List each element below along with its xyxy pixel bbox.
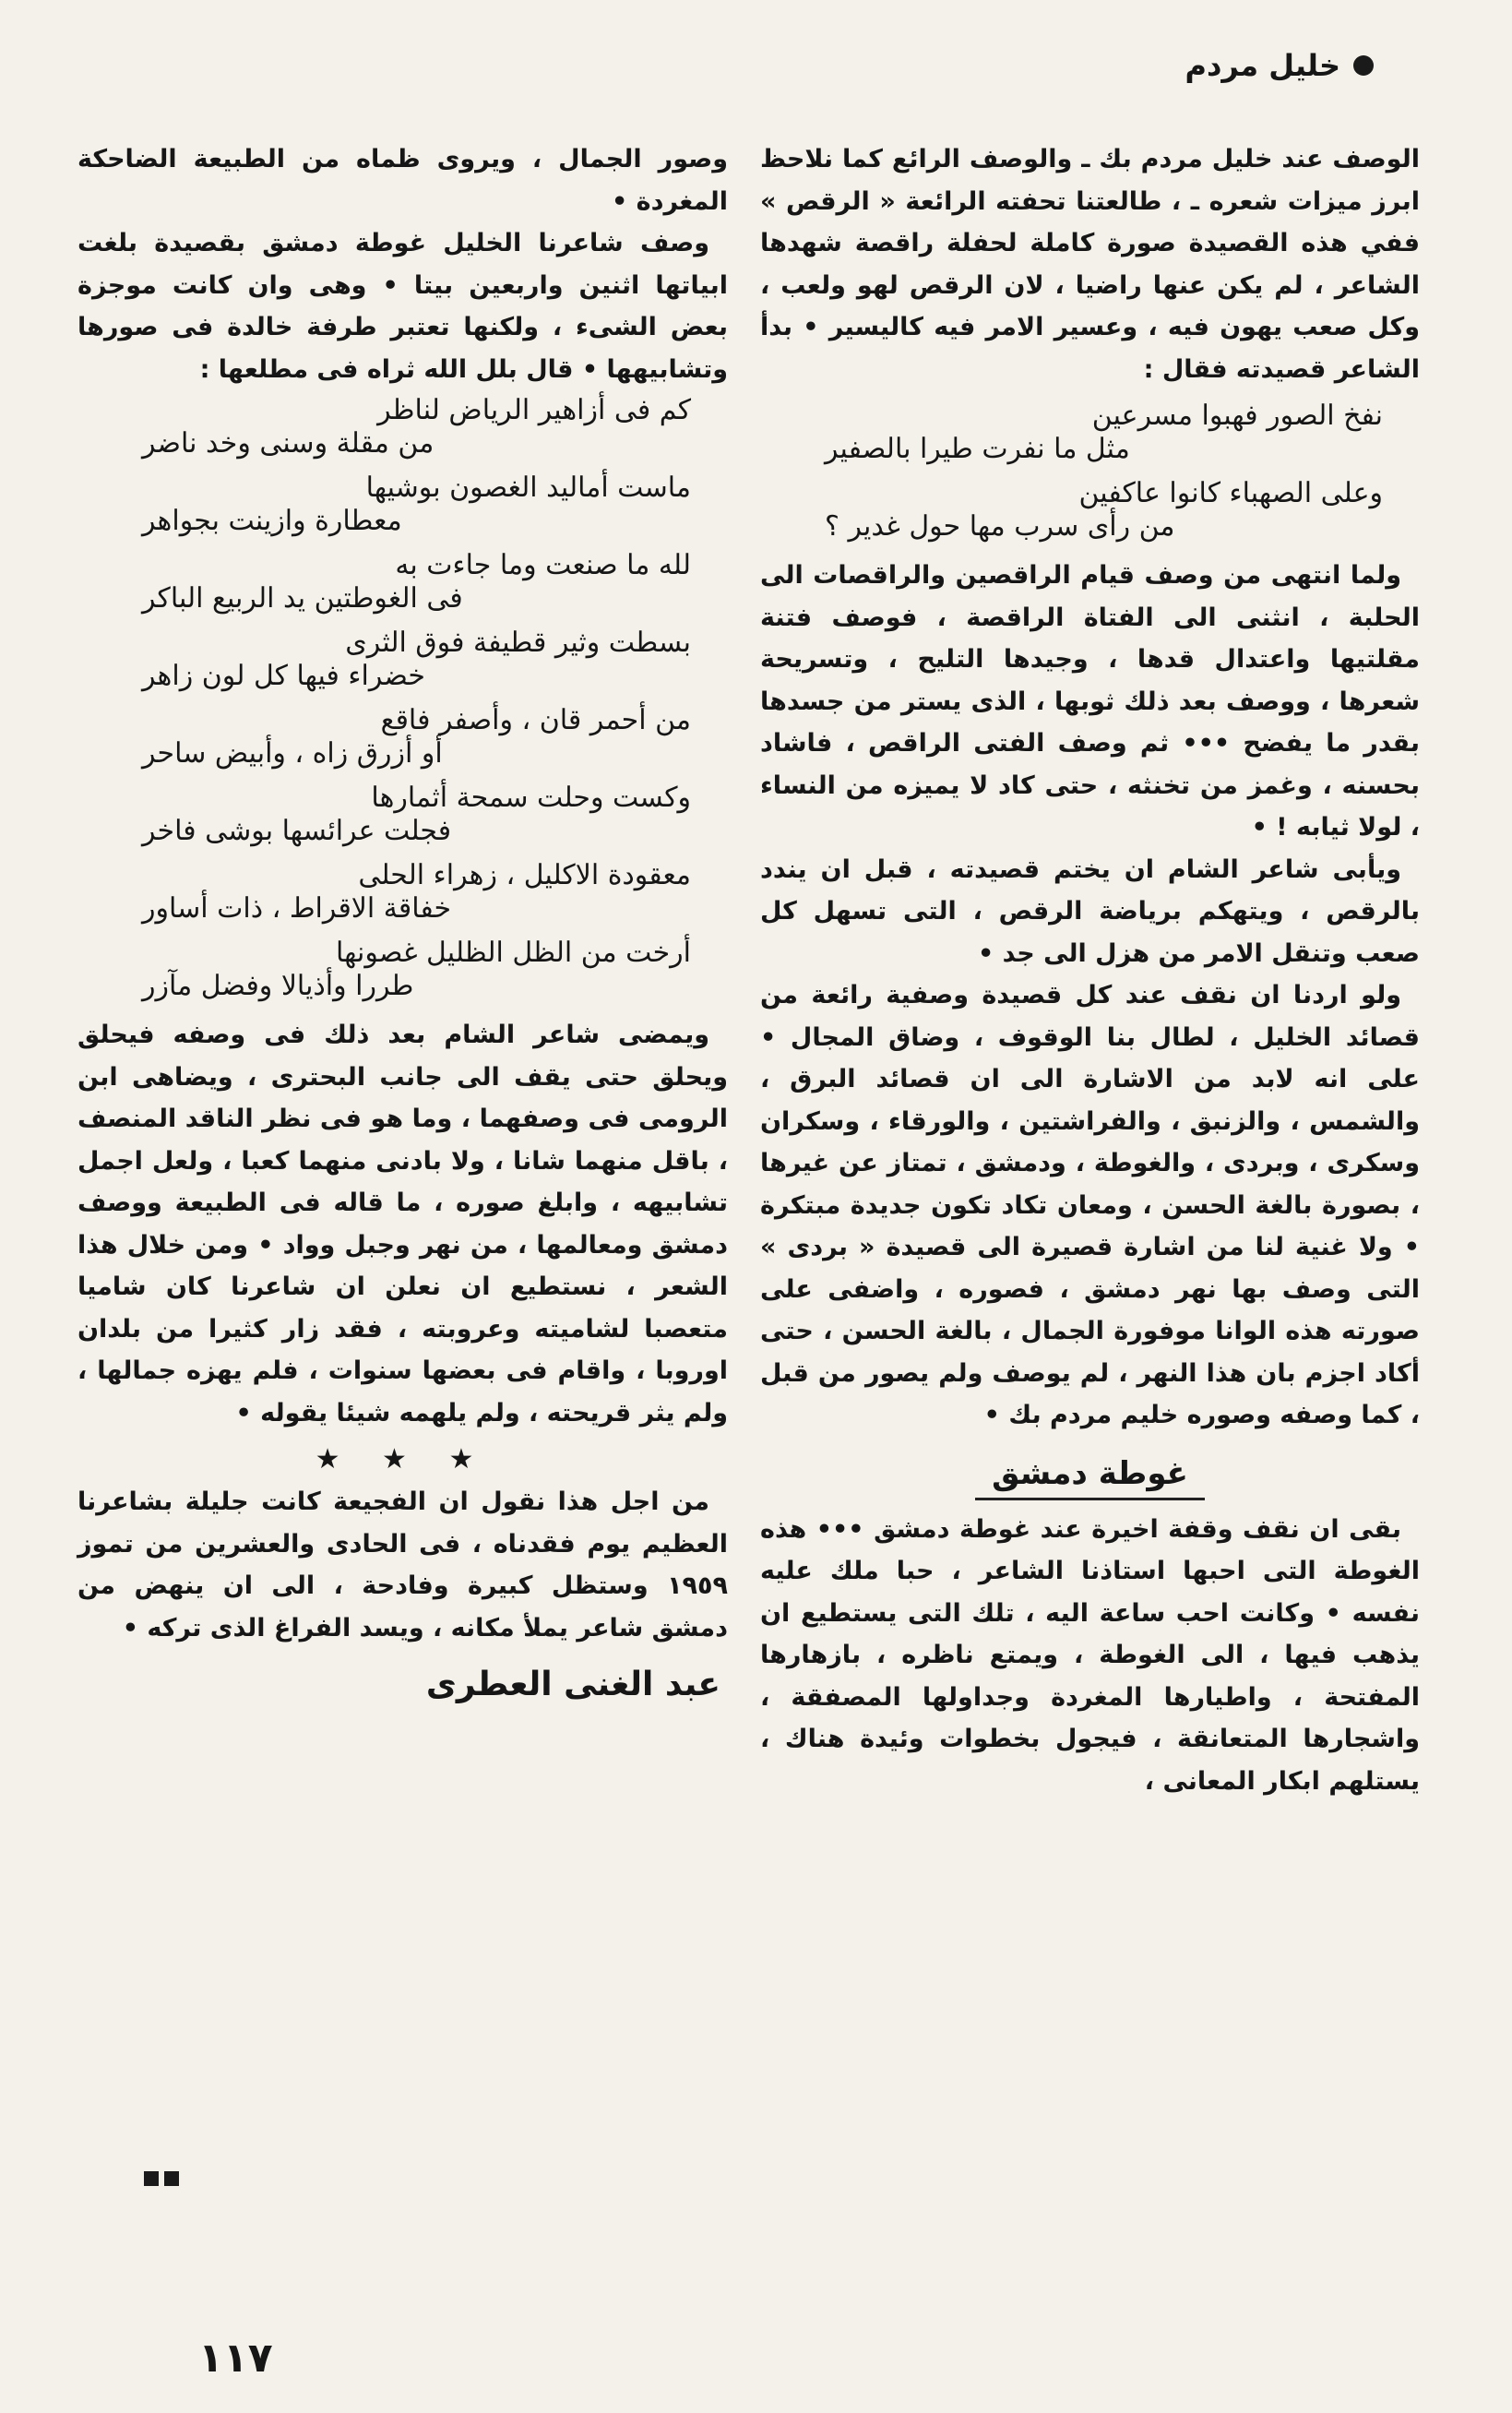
section-heading-text: غوطة دمشق <box>975 1455 1205 1500</box>
hemistich: ماست أماليد الغصون بوشيها <box>365 472 691 504</box>
paragraph: ولو اردنا ان نقف عند كل قصيدة وصفية رائعة من قصائد الخليل ، لطال بنا الوقوف ، وضاق المجال • على انه لابد من الاشارة الى ان قصائد البرق ، والشمس ، والزنبق ، والفراشتين ، والورقاء ، وسكران وسكرى ، وبردى ، والغوطة ، ودمشق ، تمتاز عن غيرها ، بصورة بالغة الحسن ، ومعان تكاد تكون جديدة مبتكرة • ولا غنية لنا من اشارة قصيرة الى قصيدة « بردى » التى وصف بها نهر دمشق ، فصوره ، واضفى على صورته هذه الوانا موفورة الجمال ، بالغة الحسن ، حتى أكاد اجزم بان هذا النهر ، لم يوصف ولم يصور من قبل ، كما وصفه وصوره خليم مردم بك • <box>760 981 1420 1429</box>
hemistich: معقودة الاكليل ، زهراء الحلى <box>358 859 691 891</box>
hemistich: طررا وأذيالا وفضل مآزر <box>142 970 414 1002</box>
right-column <box>760 138 1420 1802</box>
hemistich: خفاقة الاقراط ، ذات أساور <box>142 892 452 925</box>
article-header <box>1185 48 1374 83</box>
poem-excerpt <box>77 394 728 1003</box>
section-separator: ★ ★ ★ <box>315 1443 491 1475</box>
page-number: ١١٧ <box>198 2335 273 2382</box>
verse <box>77 782 728 848</box>
bullet-icon <box>1353 55 1374 76</box>
hemistich: أرخت من الظل الظليل غصونها <box>336 937 691 969</box>
verse <box>77 394 728 460</box>
hemistich: فجلت عرائسها بوشى فاخر <box>142 815 452 847</box>
paragraph: وصور الجمال ، ويروى ظماه من الطبيعة الضاحكة المغردة • <box>77 145 728 216</box>
verse <box>760 400 1420 466</box>
end-of-article-mark <box>138 2168 179 2186</box>
verse <box>77 937 728 1003</box>
hemistich: أو أزرق زاه ، وأبيض ساحر <box>142 737 443 770</box>
paragraph: ولما انتهى من وصف قيام الراقصين والراقصات الى الحلبة ، انثنى الى الفتاة الراقصة ، فوصف فتنة مقلتيها واعتدال قدها ، وجيدها التليح ، وتسريحة شعرها ، ووصف بعد ذلك ثوبها ، الذى يستر من جسدها بقدر ما يفضح ••• ثم وصف الفتى الراقص ، فاشاد بحسنه ، وغمز من تخنثه ، حتى كاد لا يميزه من النساء ، لولا ثيابه ! • <box>760 561 1420 842</box>
author-signature: عبد الغنى العطرى <box>425 1666 720 1703</box>
square-icon <box>144 2171 159 2186</box>
hemistich: من أحمر قان ، وأصفر فاقع <box>380 704 691 736</box>
hemistich: كم فى أزاهير الرياض لناظر <box>377 394 691 426</box>
hemistich: وعلى الصهباء كانوا عاكفين <box>1078 477 1383 509</box>
hemistich: خضراء فيها كل لون زاهر <box>142 660 425 692</box>
hemistich: لله ما صنعت وما جاءت به <box>395 549 691 581</box>
hemistich: نفخ الصور فهبوا مسرعين <box>1091 400 1383 432</box>
paragraph: وصف شاعرنا الخليل غوطة دمشق بقصيدة بلغت ابياتها اثنين واربعين بيتا • وهى وان كانت موجزة بعض الشىء ، ولكنها تعتبر طرفة خالدة فى صورها وتشابيهها • قال بلل الله ثراه فى مطلعها : <box>77 229 728 384</box>
verse <box>77 627 728 693</box>
verse <box>77 704 728 770</box>
paragraph: ويأبى شاعر الشام ان يختم قصيدته ، قبل ان يندد بالرقص ، ويتهكم برياضة الرقص ، التى تسهل كل صعب وتنقل الامر من هزل الى جد • <box>760 854 1420 968</box>
verse <box>760 477 1420 544</box>
hemistich: وكست وحلت سمحة أثمارها <box>371 782 691 814</box>
poem-excerpt <box>760 400 1420 544</box>
hemistich: من مقلة وسنى وخد ناضر <box>142 427 435 460</box>
hemistich: مثل ما نفرت طيرا بالصفير <box>825 433 1130 465</box>
hemistich: معطارة وازينت بجواهر <box>142 505 402 537</box>
hemistich: بسطت وثير قطيفة فوق الثرى <box>345 627 691 659</box>
verse <box>77 549 728 615</box>
paragraph: الوصف عند خليل مردم بك ـ والوصف الرائع كما نلاحظ ابرز ميزات شعره ـ ، طالعتنا تحفته الرائعة « الرقص » ففي هذه القصيدة صورة كاملة لحفلة راقصة شهدها الشاعر ، لم يكن عنها راضيا ، لان الرقص لهو ولعب ، وكل صعب يهون فيه ، وعسير الامر فيه كاليسير • بدأ الشاعر قصيدته فقال : <box>760 145 1420 384</box>
square-icon <box>164 2171 179 2186</box>
paragraph: ويمضى شاعر الشام بعد ذلك فى وصفه فيحلق ويحلق حتى يقف الى جانب البحترى ، ويضاهى ابن الرومى فى وصفهما ، وما هو فى نظر الناقد المنصف ، باقل منهما شانا ، ولا بادنى منهما كعبا ، ولعل اجمل تشابيهه ، وابلغ صوره ، ما قاله فى الطبيعة ووصف دمشق ومعالمها ، من نهر وجبل وواد • ومن خلال هذا الشعر ، نستطيع ان نعلن ان شاعرنا كان شاميا متعصبا لشاميته وعروبته ، فقد زار كثيرا من بلدان اوروبا ، واقام فى بعضها سنوات ، فلم يهزه جمالها ، ولم يثر قريحته ، ولم يلهمه شيئا يقوله • <box>77 1021 728 1427</box>
hemistich: فى الغوطتين يد الربيع الباكر <box>142 582 463 615</box>
paragraph: من اجل هذا نقول ان الفجيعة كانت جليلة بشاعرنا العظيم يوم فقدناه ، فى الحادى والعشرين من تموز ١٩٥٩ وستظل كبيرة وفادحة ، الى ان ينهض من دمشق شاعر يملأ مكانه ، ويسد الفراغ الذى تركه • <box>77 1487 728 1643</box>
hemistich: من رأى سرب مها حول غدير ؟ <box>825 510 1175 543</box>
verse <box>77 859 728 926</box>
verse <box>77 472 728 538</box>
left-column <box>77 138 728 1703</box>
header-author: خليل مردم <box>1185 48 1340 83</box>
section-heading <box>760 1455 1420 1492</box>
paragraph: بقى ان نقف وقفة اخيرة عند غوطة دمشق ••• هذه الغوطة التى احبها استاذنا الشاعر ، حبا ملك عليه نفسه • وكانت احب ساعة اليه ، تلك التى يستطيع ان يذهب فيها ، الى الغوطة ، ويمتع ناظره ، بازهارها المفتحة ، واطيارها المغردة وجداولها المصفقة ، واشجارها المتعانقة ، فيجول بخطوات وئيدة هناك ، يستلهم ابكار المعانى ، <box>760 1514 1420 1796</box>
